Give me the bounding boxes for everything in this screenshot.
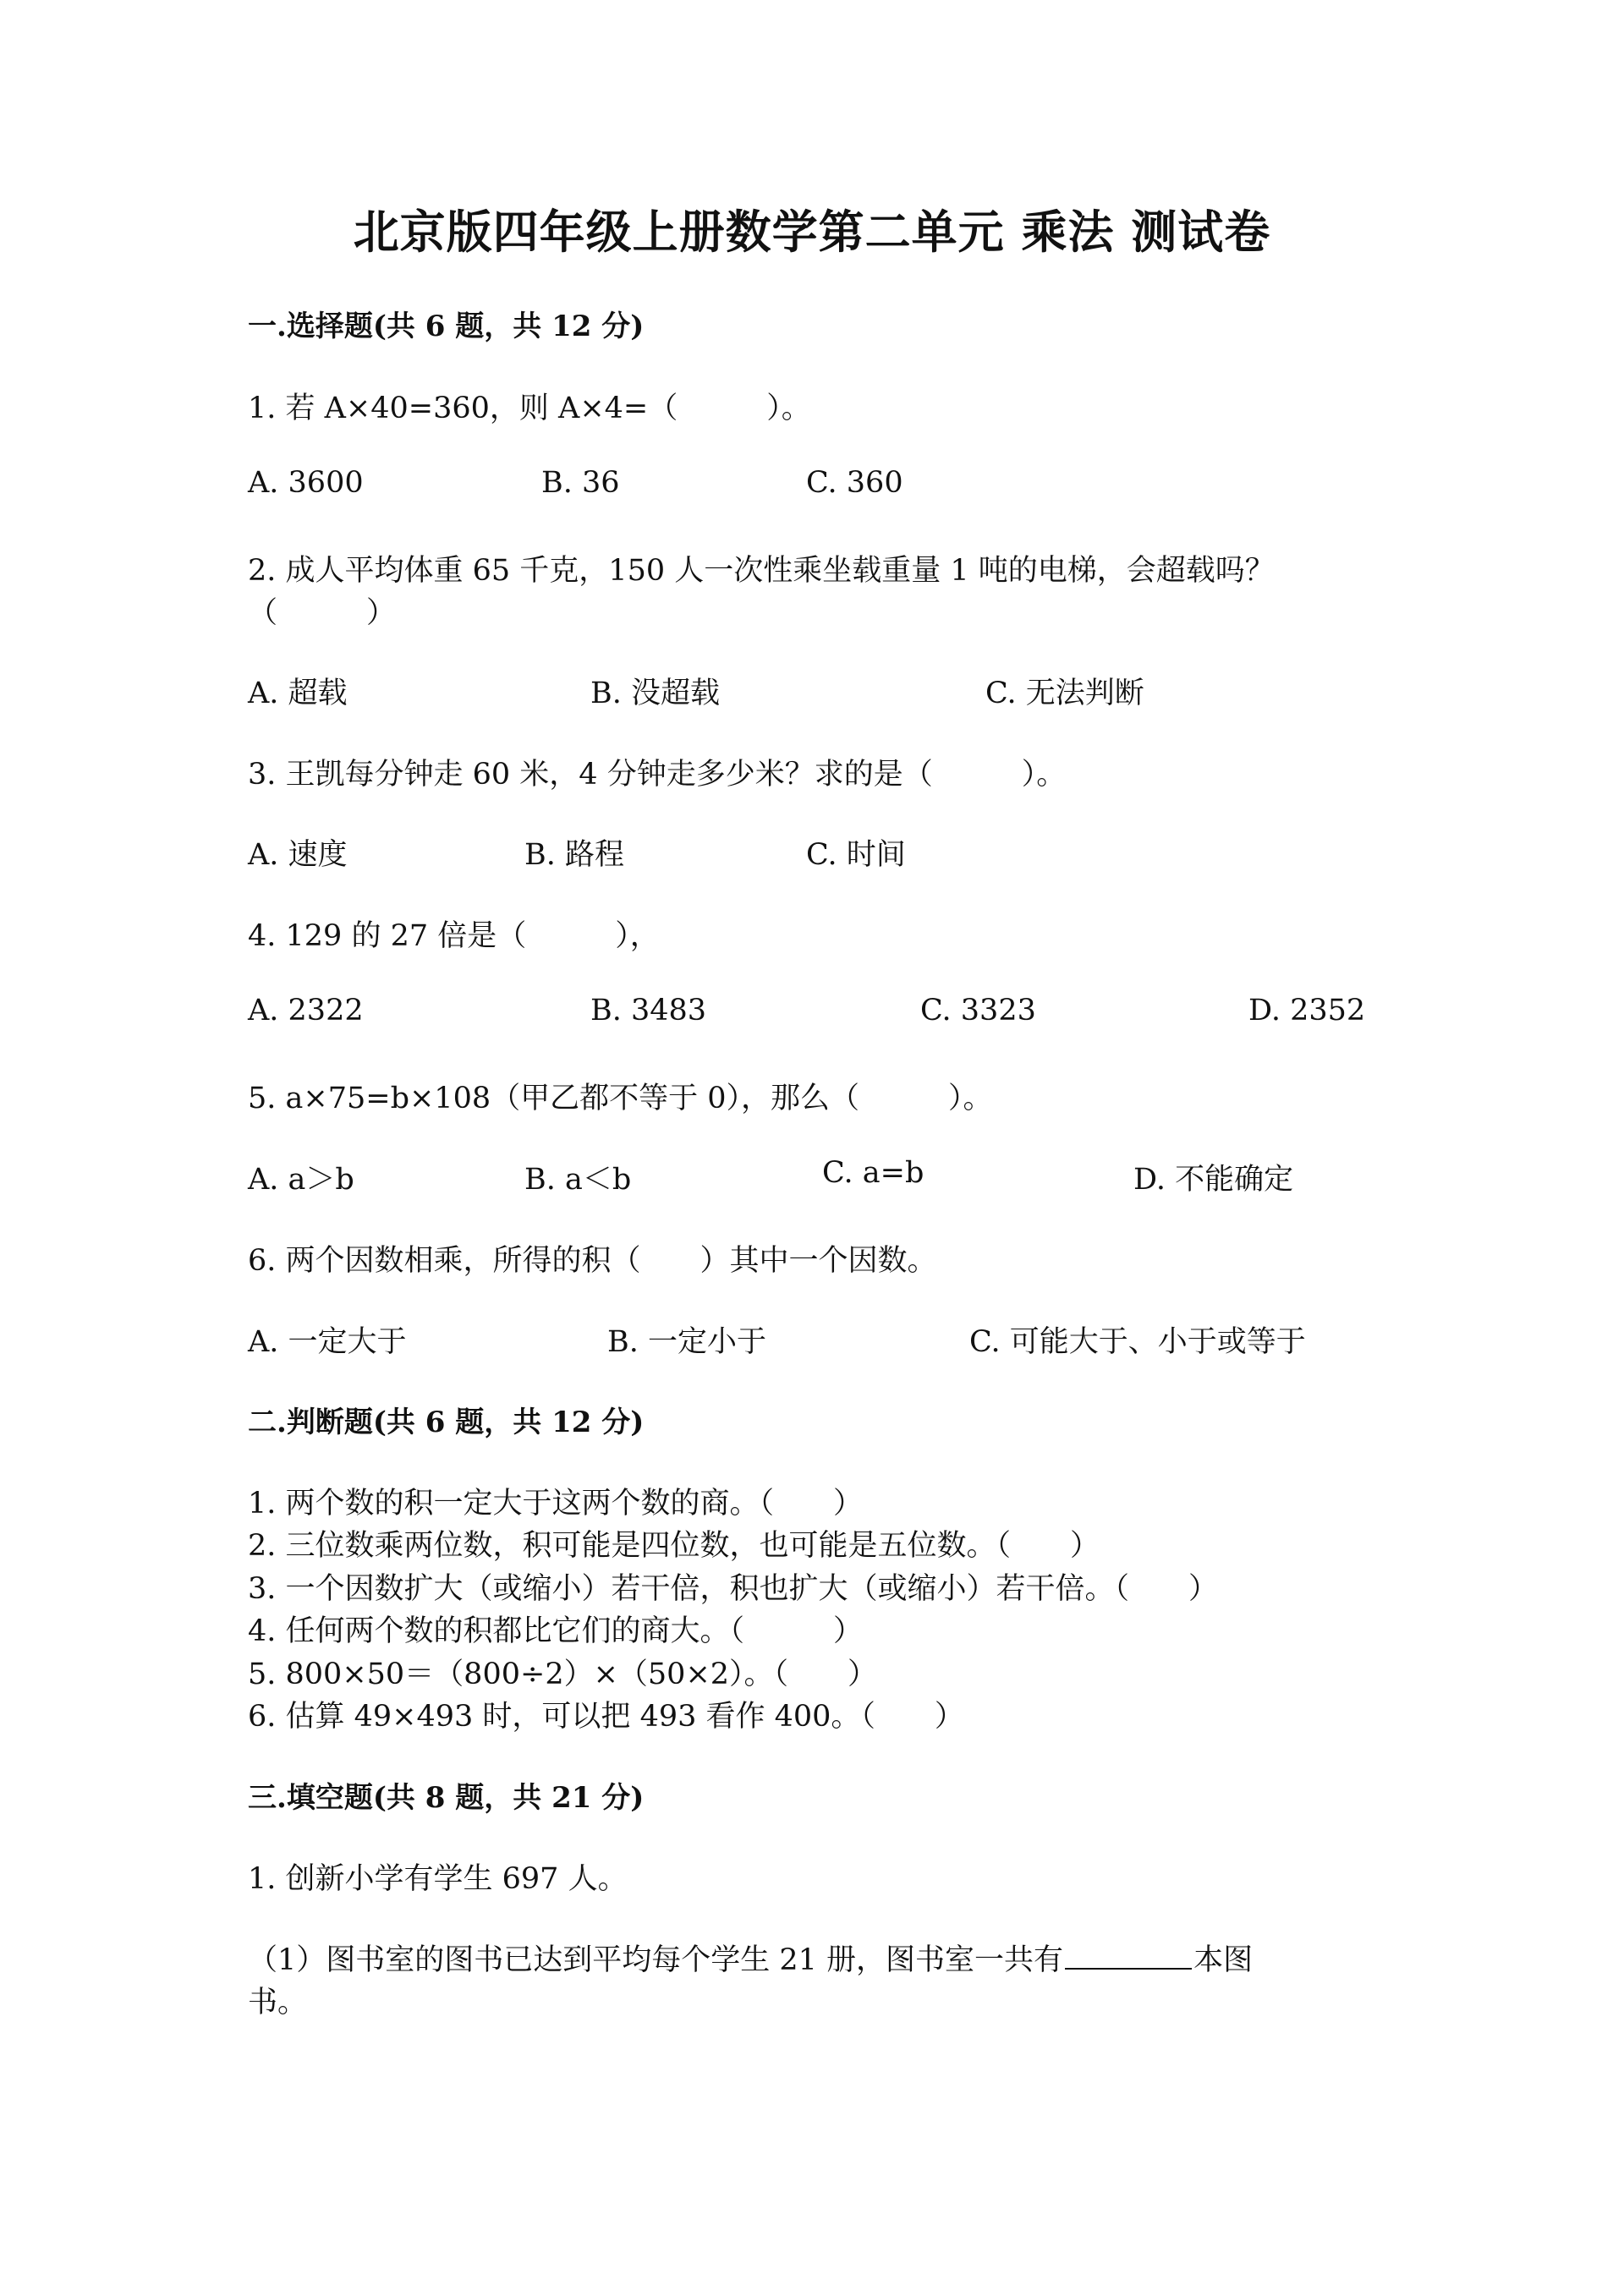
- choice-question-2-bracket: （ ）: [248, 596, 397, 630]
- choice-1-option-b: B. 36: [541, 466, 620, 500]
- fill-question-1-sub-1: [248, 1937, 1253, 1979]
- choice-question-3: 3. 王凯每分钟走 60 米，4 分钟走多少米？求的是（ ）。: [248, 758, 1067, 792]
- answer-blank[interactable]: [1065, 1943, 1192, 1970]
- fill-question-1: 1. 创新小学有学生 697 人。: [248, 1862, 628, 1896]
- fill-sub-1-text-after: 本图: [1193, 1943, 1254, 1977]
- page-title: 北京版四年级上册数学第二单元 乘法 测试卷: [353, 205, 1271, 259]
- judge-item-6: 6. 估算 49×493 时，可以把 493 看作 400。（ ）: [248, 1700, 964, 1734]
- choice-2-option-c: C. 无法判断: [985, 677, 1144, 710]
- choice-5-option-a: A. a＞b: [248, 1163, 354, 1197]
- choice-question-2: 2. 成人平均体重 65 千克，150 人一次性乘坐载重量 1 吨的电梯，会超载吗？: [248, 554, 1275, 588]
- judge-item-4: 4. 任何两个数的积都比它们的商大。（ ）: [248, 1614, 864, 1648]
- judge-item-1: 1. 两个数的积一定大于这两个数的商。（ ）: [248, 1487, 864, 1521]
- choice-4-option-d: D. 2352: [1248, 994, 1366, 1027]
- choice-4-option-b: B. 3483: [590, 994, 707, 1027]
- choice-4-option-c: C. 3323: [920, 994, 1036, 1027]
- judge-item-5: 5. 800×50＝（800÷2）×（50×2）。（ ）: [248, 1658, 878, 1691]
- choice-6-option-c: C. 可能大于、小于或等于: [969, 1325, 1306, 1359]
- choice-6-option-b: B. 一定小于: [607, 1325, 766, 1359]
- section-heading-choice: 一.选择题(共 6 题，共 12 分): [248, 310, 645, 343]
- choice-2-option-a: A. 超载: [248, 677, 348, 710]
- choice-1-option-a: A. 3600: [248, 466, 364, 500]
- section-heading-judge: 二.判断题(共 6 题，共 12 分): [248, 1406, 645, 1439]
- fill-question-1-sub-1-line2: 书。: [248, 1986, 308, 2019]
- choice-question-4: 4. 129 的 27 倍是（ ），: [248, 919, 660, 953]
- choice-question-1: 1. 若 A×40=360，则 A×4=（ ）。: [248, 392, 811, 425]
- choice-3-option-a: A. 速度: [248, 838, 348, 872]
- choice-4-option-a: A. 2322: [248, 994, 364, 1027]
- choice-2-option-b: B. 没超载: [590, 677, 720, 710]
- section-heading-fill: 三.填空题(共 8 题，共 21 分): [248, 1781, 645, 1815]
- choice-1-option-c: C. 360: [806, 466, 903, 500]
- judge-item-2: 2. 三位数乘两位数，积可能是四位数，也可能是五位数。（ ）: [248, 1529, 1100, 1563]
- choice-5-option-b: B. a＜b: [524, 1163, 632, 1197]
- choice-question-6: 6. 两个因数相乘，所得的积（ ）其中一个因数。: [248, 1244, 937, 1278]
- choice-5-option-d: D. 不能确定: [1133, 1163, 1294, 1197]
- choice-5-option-c: C. a=b: [822, 1156, 924, 1190]
- choice-6-option-a: A. 一定大于: [248, 1325, 407, 1359]
- choice-3-option-b: B. 路程: [524, 838, 624, 872]
- choice-3-option-c: C. 时间: [806, 838, 906, 872]
- choice-question-5: 5. a×75=b×108（甲乙都不等于 0），那么（ ）。: [248, 1082, 993, 1115]
- judge-item-3: 3. 一个因数扩大（或缩小）若干倍，积也扩大（或缩小）若干倍。（ ）: [248, 1572, 1219, 1606]
- fill-sub-1-text-before: （1）图书室的图书已达到平均每个学生 21 册，图书室一共有: [248, 1943, 1064, 1977]
